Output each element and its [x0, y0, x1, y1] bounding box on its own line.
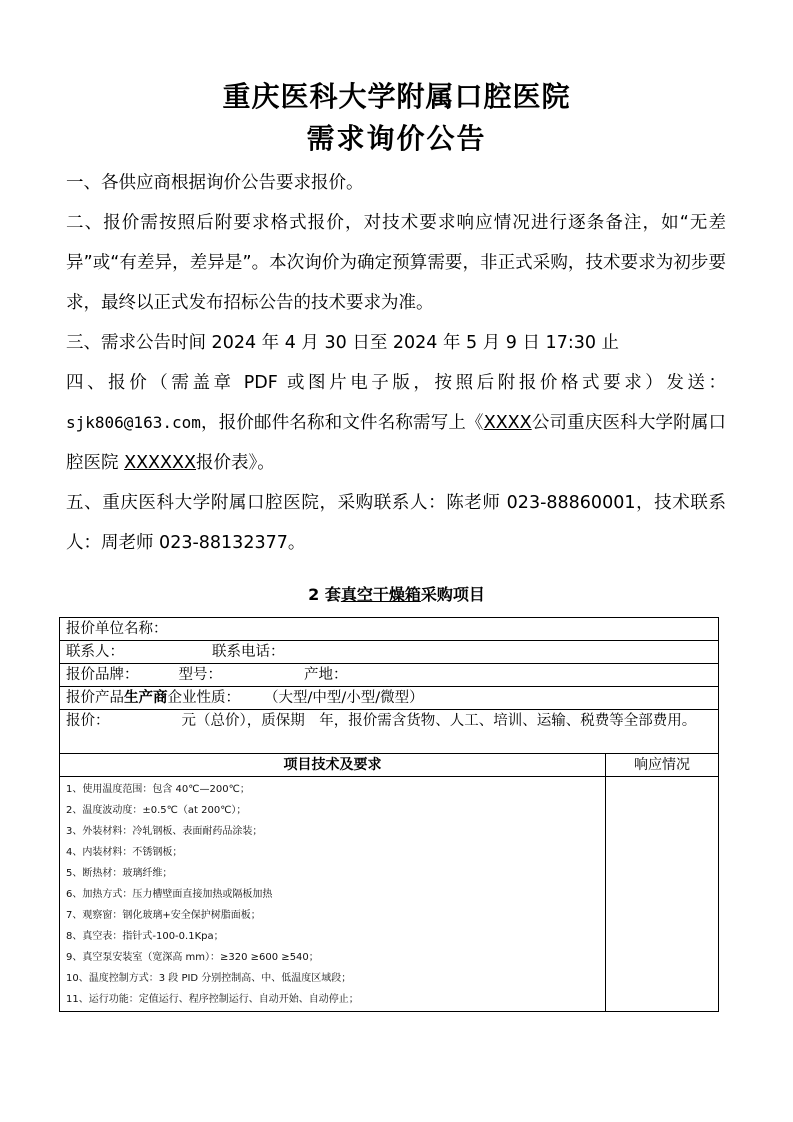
resp-header: 响应情况 — [634, 757, 690, 773]
table-title-suffix: 采购项目 — [420, 585, 485, 604]
item-5: 五、重庆医科大学附属口腔医院，采购联系人：陈老师 023-88860001，技术联系人：周老师 023-88132377。 — [66, 493, 726, 553]
title-announcement: 需求询价公告 — [306, 122, 487, 155]
item-4-suffix: 报价表》。 — [196, 453, 275, 473]
requirement-item: 6、加热方式：压力槽壁面直接加热或隔板加热 — [66, 889, 273, 900]
requirements-list — [60, 777, 606, 1011]
producer-bold: 生产商 — [124, 690, 168, 706]
requirement-item: 5、断热材：玻璃纤维； — [66, 868, 173, 879]
requirement-item: 7、观察窗：钢化玻璃+安全保护树脂面板； — [66, 910, 261, 921]
row-unit-name — [60, 618, 718, 641]
requirement-item: 11、运行功能：定值运行、程序控制运行、自动开始、自动停止； — [66, 994, 359, 1005]
row-price — [60, 710, 718, 754]
producer-suffix: 企业性质： — [167, 690, 240, 706]
item-2: 二、报价需按照后附要求格式报价，对技术要求响应情况进行逐条备注，如“无差异”或“有差异，差异是”。本次询价为确定预算需要，非正式采购，技术要求为初步要求，最终以正式发布招标公告的技术要求为准。 — [66, 213, 726, 313]
row-contact — [60, 641, 718, 664]
requirements-body — [60, 777, 718, 1011]
quote-table — [59, 617, 719, 1012]
table-title-product: 真空干燥箱 — [340, 585, 421, 604]
item-placeholder: XXXXXX — [124, 453, 197, 473]
requirement-item: 3、外装材料：冷轧钢板、表面耐药品涂装； — [66, 826, 263, 837]
requirement-item: 2、温度波动度：±0.5℃（at 200℃）； — [66, 805, 247, 816]
item-4 — [66, 363, 726, 483]
requirement-item: 9、真空泵安装室（宽深高 mm）：≥320 ≥600 ≥540； — [66, 952, 319, 963]
requirement-item: 8、真空表：指针式-100-0.1Kpa； — [66, 931, 224, 942]
unit-name-label: 报价单位名称： — [66, 621, 168, 637]
table-title-prefix: 2 套 — [308, 585, 341, 604]
price-text: 元（总价），质保期 年，报价需含货物、人工、培训、运输、税费等全部费用。 — [181, 713, 697, 729]
row-producer — [60, 687, 718, 710]
contact-label: 联系人： — [66, 644, 124, 660]
phone-label: 联系电话： — [212, 644, 285, 660]
response-cell[interactable] — [606, 777, 718, 1011]
requirement-item: 10、温度控制方式：3 段 PID 分别控制高、中、低温度区域段； — [66, 973, 352, 984]
item-4-company: 公司重庆医科大学附属口腔医院 — [66, 413, 727, 473]
item-1: 一、各供应商根据询价公告要求报价。 — [66, 173, 364, 193]
requirement-item: 4、内装材料：不锈钢板； — [66, 847, 183, 858]
row-brand — [60, 664, 718, 687]
producer-prefix: 报价产品 — [66, 690, 124, 706]
price-label: 报价： — [66, 713, 110, 729]
item-4-prefix: 四、报价（需盖章 PDF 或图片电子版，按照后附报价格式要求）发送： — [66, 373, 726, 393]
table-title — [0, 583, 793, 607]
title-hospital: 重庆医科大学附属口腔医院 — [222, 80, 571, 113]
item-4-middle: ，报价邮件名称和文件名称需写上《 — [200, 413, 484, 433]
requirements-header — [60, 754, 718, 777]
requirement-item: 1、使用温度范围：包含 40℃—200℃； — [66, 784, 250, 795]
item-3: 三、需求公告时间 2024 年 4 月 30 日至 2024 年 5 月 9 日 17:30 止 — [66, 333, 620, 353]
origin-label: 产地： — [304, 667, 348, 683]
model-label: 型号： — [178, 667, 222, 683]
email-address: sjk806@163.com — [66, 413, 201, 432]
company-placeholder: XXXX — [483, 413, 532, 433]
brand-label: 报价品牌： — [66, 667, 139, 683]
req-header: 项目技术及要求 — [60, 754, 606, 776]
producer-options: （大型/中型/小型/微型） — [264, 690, 424, 706]
